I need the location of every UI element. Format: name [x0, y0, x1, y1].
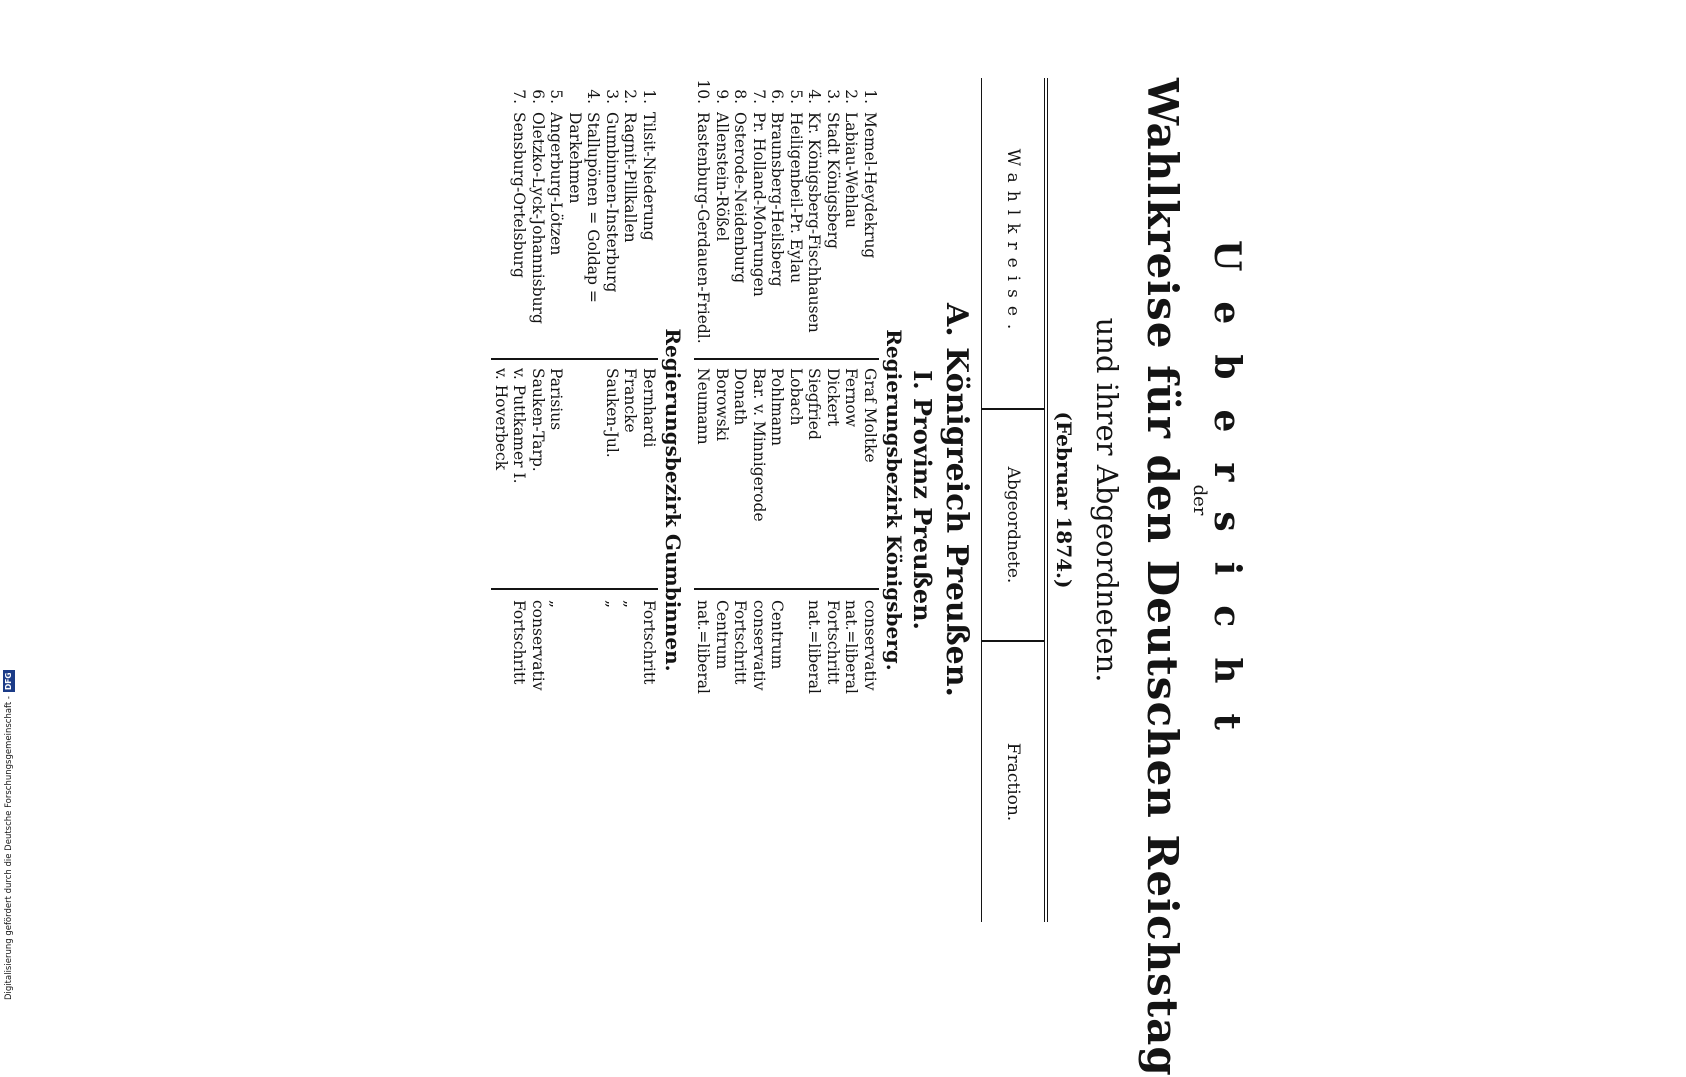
district-title: Regierungsbezirk Königsberg.	[882, 329, 906, 671]
district-rows	[694, 78, 879, 922]
district-spacer	[686, 78, 694, 922]
deputy-name: v. Hoverbeck	[492, 358, 511, 588]
table-row	[750, 78, 769, 922]
table-row	[621, 78, 640, 922]
deputy-name: v. Puttkamer I.	[510, 358, 529, 588]
deputy-name: Neumann	[694, 358, 713, 588]
constituency-number: 7.	[750, 89, 768, 104]
province-heading: I. Provinz Preußen.	[908, 370, 937, 630]
page-title: Wahlkreise für den Deutschen Reichstag	[1138, 78, 1187, 1077]
fraction-name: Fortschritt	[731, 588, 750, 922]
deputy-name: Sauken-Tarp.	[529, 358, 548, 588]
constituency-name: Pr. Holland-Mohrungen	[750, 112, 768, 297]
page-subtitle: und ihrer Abgeordneten.	[1090, 317, 1124, 683]
fraction-name: Centrum	[768, 588, 787, 922]
deputy-name: Siegfried	[805, 358, 824, 588]
fraction-name: „	[547, 588, 566, 922]
deputy-name: Bar. v. Minnigerode	[750, 358, 769, 588]
state-heading: A. Königreich Preußen.	[939, 303, 974, 697]
constituency-name: Sensburg-Ortelsburg	[510, 112, 529, 278]
constituency-number: 5.	[547, 89, 566, 104]
district-rows	[492, 78, 659, 922]
table-row	[547, 78, 566, 922]
fraction-name: nat.=liberal	[805, 588, 824, 922]
constituency-name: Tilsit-Niederung	[640, 112, 658, 241]
table-row	[731, 78, 750, 922]
fraction-name	[492, 588, 511, 922]
table-row	[842, 78, 861, 922]
page-date: (Februar 1874.)	[1052, 411, 1076, 589]
table-row	[510, 78, 529, 922]
constituency-name: Labiau-Wehlau	[842, 112, 861, 229]
district-title: Regierungsbezirk Gumbinnen.	[661, 328, 685, 672]
constituency-number: 5.	[787, 89, 805, 104]
fraction-name	[566, 588, 603, 922]
constituency-number: 3.	[824, 89, 842, 104]
scan-footer	[0, 600, 18, 1000]
constituency-name: Allenstein-Rößel	[713, 112, 731, 242]
fraction-name: conservativ	[861, 588, 880, 922]
scanned-page	[160, 70, 1320, 1077]
header-abgeordnete: Abgeordnete.	[982, 408, 1044, 642]
constituency-name: Oletzko-Lyck-Johannisburg	[529, 112, 547, 324]
constituency-number: 4.	[584, 89, 603, 104]
deputy-name: Dickert	[824, 358, 843, 588]
fraction-name: nat.=liberal	[842, 588, 861, 922]
constituency-name: Braunsberg-Heilsberg	[768, 112, 787, 287]
table-row	[529, 78, 548, 922]
constituency-name: Heiligenbeil-Pr. Eylau	[787, 112, 805, 284]
table-row	[805, 78, 824, 922]
constituency-number: 3.	[603, 89, 621, 104]
constituency-name: Stadt Königsberg	[824, 112, 842, 249]
fraction-name: Fortschritt	[824, 588, 843, 922]
fraction-name: Fortschritt	[510, 588, 529, 922]
constituency-name: Rastenburg-Gerdauen-Friedl.	[694, 112, 713, 344]
fraction-name: Centrum	[713, 588, 732, 922]
constituency-number: 7.	[510, 89, 529, 104]
constituency-number: 6.	[529, 89, 547, 104]
constituency-number: 4.	[805, 89, 824, 104]
constituency-number: 1.	[640, 89, 658, 104]
table-row	[824, 78, 843, 922]
deputy-name: Donath	[731, 358, 750, 588]
table-row	[861, 78, 880, 922]
constituency-name: Osterode-Neidenburg	[731, 112, 750, 284]
page-content	[160, 70, 1320, 1077]
digitization-credit: Digitalisierung gefördert durch die Deutsche Forschungsgemeinschaft -	[4, 696, 14, 1000]
dfg-logo: DFG	[4, 672, 13, 691]
table-row	[566, 78, 603, 922]
deputy-name: Graf Moltke	[861, 358, 880, 588]
district-list	[492, 78, 908, 922]
constituency-name: Angerburg-Lötzen	[547, 112, 566, 256]
table-row	[603, 78, 622, 922]
constituency-number: 2.	[621, 89, 640, 104]
deputy-name: Borowski	[713, 358, 732, 588]
constituency-number: 6.	[768, 89, 787, 104]
table-row	[640, 78, 659, 922]
deputy-name: Pohlmann	[768, 358, 787, 588]
constituency-name: Stallupönen = Goldap = Darkehmen	[566, 112, 603, 303]
table-row	[492, 78, 511, 922]
fraction-name: „	[621, 588, 640, 922]
constituency-name: Kr. Königsberg-Fischhausen	[805, 112, 824, 333]
deputy-name: Francke	[621, 358, 640, 588]
title-block	[1048, 78, 1320, 1077]
fraction-name: Fortschritt	[640, 588, 659, 922]
deputy-name	[566, 358, 603, 588]
header-wahlkreise: Wahlkreise.	[1003, 148, 1023, 338]
constituency-name: Ragnit-Pillkallen	[621, 112, 640, 243]
constituency-number	[492, 78, 511, 112]
fraction-name	[787, 588, 806, 922]
table-row	[713, 78, 732, 922]
constituency-number: 9.	[713, 89, 731, 104]
title-der: der	[1189, 484, 1210, 516]
title-uebersicht: Uebersicht	[1206, 239, 1248, 760]
deputy-name: Lobach	[787, 358, 806, 588]
fraction-name: conservativ	[529, 588, 548, 922]
table-row	[787, 78, 806, 922]
table-row	[694, 78, 713, 922]
fraction-name: „	[603, 588, 622, 922]
constituency-name: Gumbinnen-Insterburg	[603, 112, 621, 293]
fraction-name: conservativ	[750, 588, 769, 922]
constituency-number: 1.	[861, 89, 879, 104]
deputy-name: Parisius	[547, 358, 566, 588]
constituency-number: 8.	[731, 89, 750, 104]
constituency-number: 10.	[694, 79, 713, 104]
fraction-name: nat.=liberal	[694, 588, 713, 922]
deputy-name: Fernow	[842, 358, 861, 588]
table-row	[768, 78, 787, 922]
constituency-name	[492, 112, 511, 358]
deputy-name: Bernhardi	[640, 358, 659, 588]
constituency-number: 2.	[842, 89, 861, 104]
deputy-name: Sauken-Jul.	[603, 358, 622, 588]
table-header	[981, 78, 1048, 922]
constituency-name: Memel-Heydekrug	[861, 112, 879, 259]
header-fraction: Fraction.	[1003, 742, 1023, 822]
